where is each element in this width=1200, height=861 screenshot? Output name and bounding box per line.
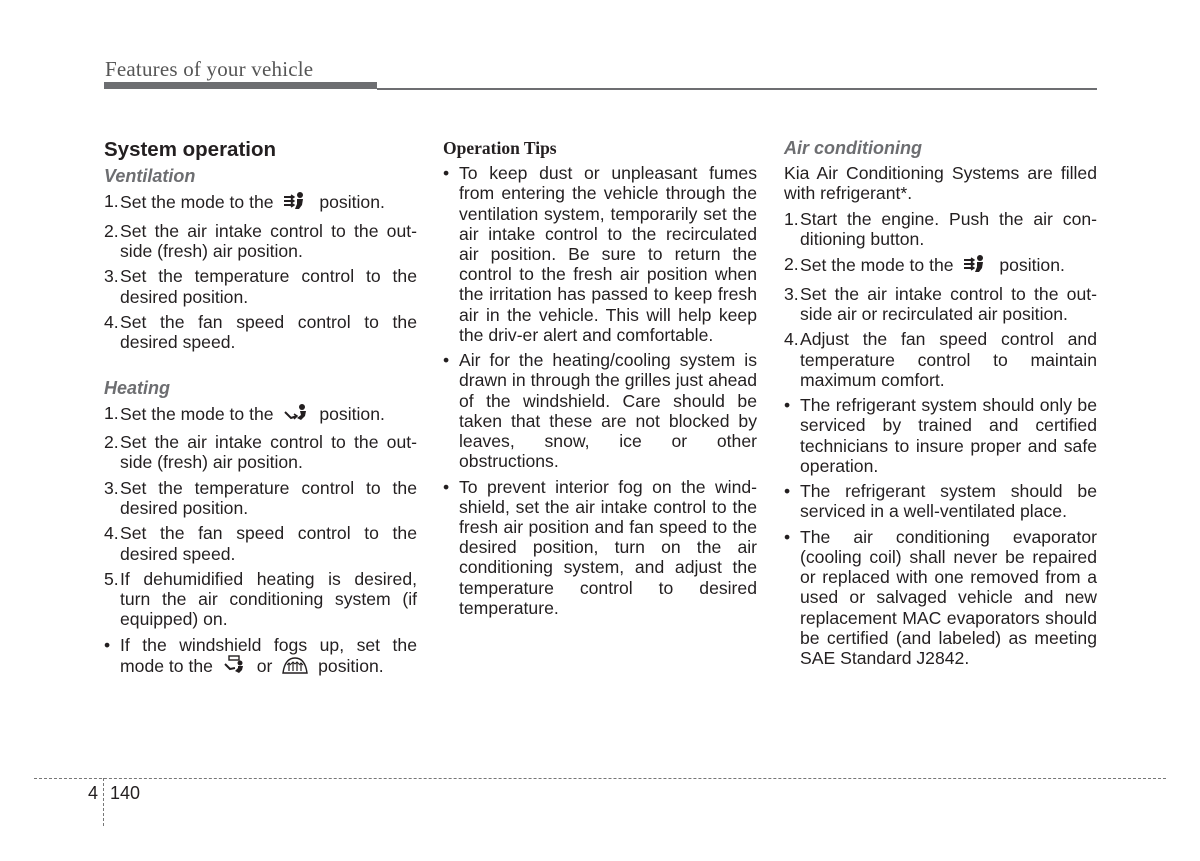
step-text-end: position.: [319, 403, 385, 424]
step-text: Set the mode to the: [120, 192, 274, 213]
step-number: 4.: [104, 523, 119, 544]
step-number: 1.: [784, 208, 799, 229]
list-item: [104, 403, 417, 427]
step-number: 3.: [784, 283, 799, 304]
step-text-end: position.: [999, 255, 1065, 276]
step-text: Adjust the fan speed control and temperature control to maintain maximum comfort.: [800, 329, 1097, 390]
column-air-conditioning: [784, 138, 1097, 673]
step-number: 3.: [104, 266, 119, 287]
bullet-item: [784, 527, 1097, 668]
bullet: •: [443, 350, 450, 371]
list-item: [784, 254, 1097, 278]
floor-defrost-mode-icon: [222, 655, 248, 679]
column-operation-tips: [443, 138, 757, 623]
step-text: Set the mode to the: [800, 255, 954, 276]
bullet: •: [784, 526, 791, 547]
footer-divider: [103, 778, 104, 826]
list-item: [104, 432, 417, 472]
bullet-text: The refrigerant system should only be serviced by trained and certified technicians to insure proper and safe operation.: [800, 395, 1097, 476]
bullet-text: If the windshield fogs up, set the mode to the: [120, 634, 417, 676]
bullet-text-end: position.: [318, 655, 384, 676]
bullet-item: [784, 395, 1097, 476]
intro-paragraph: Kia Air Conditioning Systems are filled with refrigerant*.: [784, 163, 1097, 204]
step-text: Set the air intake control to the out-side (fresh) air position.: [120, 432, 417, 473]
bullet-text: Air for the heating/cooling system is drawn in through the grilles just ahead of the windshield. Care should be taken that these are not blocked by leaves, snow, ice or other obstructions.: [459, 350, 757, 472]
step-text: Set the fan speed control to the desired speed.: [120, 523, 417, 564]
header-rule-thin: [377, 88, 1097, 90]
step-text: Set the temperature control to the desired position.: [120, 266, 417, 307]
bullet-item: [443, 477, 757, 618]
header-title: Features of your vehicle: [105, 57, 314, 81]
step-text: If dehumidified heating is desired, turn the air conditioning system (if equipped) on.: [120, 568, 417, 630]
step-number: 2.: [104, 432, 119, 453]
step-number: 4.: [784, 329, 799, 350]
list-item: [784, 284, 1097, 324]
list-item: [784, 209, 1097, 249]
step-text: Set the air intake control to the out-side air or recirculated air position.: [800, 283, 1097, 324]
bullet-text: To prevent interior fog on the wind-shield, set the air intake control to the fresh air position and fan speed to the desired position, turn on the air conditioning system, and adjust the temperature control to desired temperature.: [459, 476, 757, 618]
step-text: Set the mode to the: [120, 403, 274, 424]
step-number: 1.: [104, 191, 119, 212]
bullet-item: [784, 481, 1097, 521]
bullet: •: [443, 476, 450, 497]
footer-rule: [34, 778, 1166, 779]
section-heading: Operation Tips: [443, 138, 557, 158]
list-item: [104, 523, 417, 563]
list-item: [104, 266, 417, 306]
header-rule: [104, 82, 377, 89]
step-number: 4.: [104, 311, 119, 332]
step-number: 2.: [784, 254, 799, 275]
floor-mode-icon: [282, 403, 310, 427]
page-number: 140: [110, 783, 141, 803]
list-item: [104, 569, 417, 630]
section-heading: System operation: [104, 138, 277, 161]
bullet: •: [784, 481, 791, 502]
bullet-text-or: or: [256, 655, 273, 676]
bullet: •: [443, 163, 450, 184]
list-item: [104, 191, 417, 215]
step-number: 3.: [104, 477, 119, 498]
defrost-mode-icon: [281, 655, 309, 679]
step-number: 2.: [104, 220, 119, 241]
bullet: •: [784, 395, 791, 416]
list-item: [784, 329, 1097, 390]
step-text: Start the engine. Push the air con-ditioning button.: [800, 208, 1097, 249]
column-system-operation: [104, 138, 417, 684]
bullet-item: [104, 635, 417, 679]
bullet-text: To keep dust or unpleasant fumes from entering the vehicle through the ventilation system, temporarily set the air intake control to the recirculated air position. Be sure to return the control to the fresh air position when the irritation has passed to keep fresh air in the vehicle. This will help keep the driv-er alert and comfortable.: [459, 163, 757, 345]
bullet-item: [443, 350, 757, 471]
step-text: Set the temperature control to the desired position.: [120, 477, 417, 518]
list-item: [104, 478, 417, 518]
step-text-end: position.: [319, 192, 385, 213]
bullet-text: The air conditioning evaporator (cooling coil) shall never be repaired or replaced with one removed from a used or salvaged vehicle and new replacement MAC evaporators should be certified (and labeled) as meeting SAE Standard J2842.: [800, 526, 1097, 668]
list-item: [104, 221, 417, 261]
bullet: •: [104, 634, 111, 655]
face-vent-mode-icon: [962, 254, 990, 278]
step-text: Set the fan speed control to the desired speed.: [120, 311, 417, 353]
bullet-item: [443, 163, 757, 345]
step-text: Set the air intake control to the out-side (fresh) air position.: [120, 220, 417, 261]
step-number: 5.: [104, 568, 119, 589]
bullet-text: The refrigerant system should be serviced in a well-ventilated place.: [800, 481, 1097, 522]
subheading-heating: Heating: [104, 377, 171, 398]
chapter-number: 4: [88, 783, 99, 803]
step-number: 1.: [104, 402, 119, 423]
list-item: [104, 312, 417, 352]
subheading-ventilation: Ventilation: [104, 166, 196, 187]
face-vent-mode-icon: [282, 191, 310, 215]
subheading-air-conditioning: Air conditioning: [784, 138, 922, 158]
